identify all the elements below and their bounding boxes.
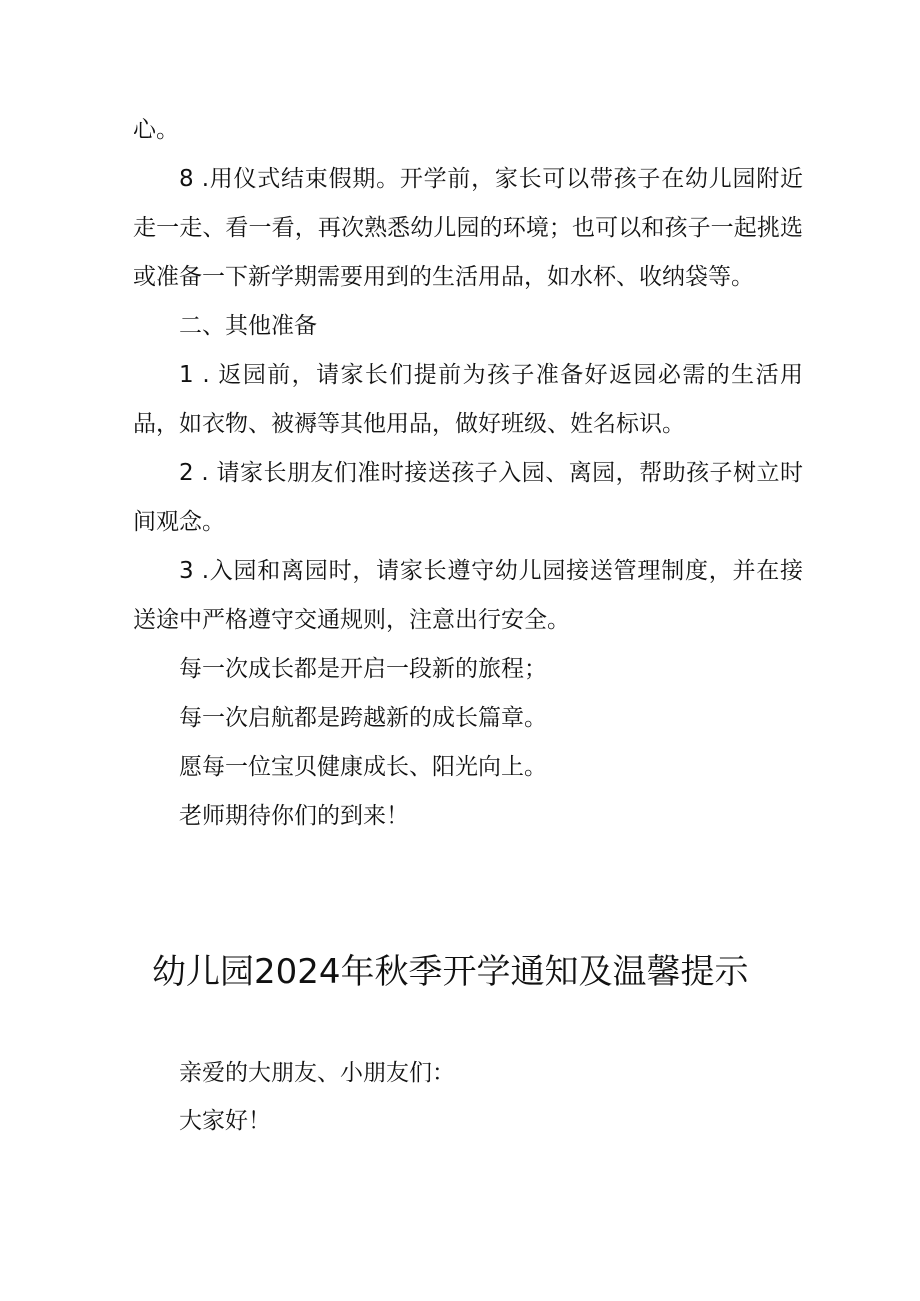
section-two-item-3: 3 .入园和离园时，请家长遵守幼儿园接送管理制度，并在接送途中严格遵守交通规则，注意出行安全。 [133,558,803,633]
section-two-item-1: 1 . 返园前，请家长们提前为孩子准备好返园必需的生活用品，如衣物、被褥等其他用品，做好班级、姓名标识。 [133,362,803,437]
continuation-line: 心。 [133,117,179,143]
notice-greeting-block [179,1049,799,1145]
notice-title: 幼儿园2024年秋季开学通知及温馨提示 [152,952,749,992]
closing-line-3: 愿每一位宝贝健康成长、阳光向上。 [179,754,547,780]
notice-greeting: 大家好！ [179,1108,271,1134]
section-two-heading: 二、其他准备 [179,313,317,339]
notice-salutation: 亲爱的大朋友、小朋友们： [179,1060,455,1086]
closing-line-1: 每一次成长都是开启一段新的旅程； [179,656,547,682]
closing-line-2: 每一次启航都是跨越新的成长篇章。 [179,705,547,731]
section-two-item-2: 2 . 请家长朋友们准时接送孩子入园、离园，帮助孩子树立时间观念。 [133,460,803,535]
item-8-paragraph: 8 .用仪式结束假期。开学前，家长可以带孩子在幼儿园附近走一走、看一看，再次熟悉幼儿园的环境；也可以和孩子一起挑选或准备一下新学期需要用到的生活用品，如水杯、收纳袋等。 [133,166,803,290]
closing-line-4: 老师期待你们的到来！ [179,803,409,829]
document-body [133,106,803,841]
